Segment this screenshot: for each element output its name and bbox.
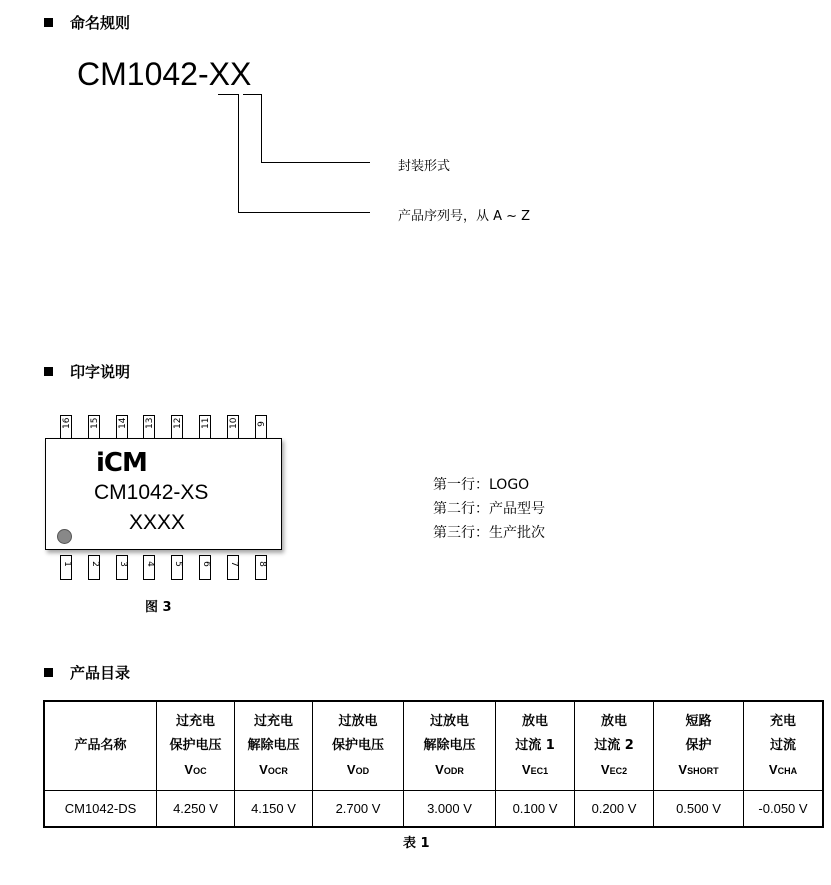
bracket-line: [261, 94, 262, 162]
table-cell: -0.050 V: [744, 791, 824, 828]
column-header: [313, 701, 404, 791]
pin-number: 1: [62, 561, 72, 567]
symbol-subscript: CHA: [777, 765, 798, 776]
column-header-line1: 过充电: [253, 713, 293, 729]
column-symbol: [745, 758, 821, 783]
symbol-base: V: [600, 761, 610, 777]
column-header: [654, 701, 744, 791]
pin-number: 3: [117, 561, 128, 567]
pin-number: 11: [201, 417, 211, 429]
pin-number: 15: [89, 417, 100, 429]
chip-pin-bottom: [171, 555, 183, 580]
square-bullet-icon: [44, 367, 53, 376]
column-header-line2: 过流 1: [515, 737, 555, 753]
chip-pin-bottom: [199, 555, 211, 580]
column-symbol: [655, 758, 742, 783]
pin-number: 7: [228, 561, 239, 567]
chip-pin-top: [60, 415, 72, 440]
column-header: [404, 701, 496, 791]
column-symbol: [497, 758, 573, 783]
label-package: 封装形式: [398, 159, 451, 174]
table-cell: 3.000 V: [404, 791, 496, 828]
chip-pin-top: [199, 415, 211, 440]
section-heading-catalog: 产品目录: [44, 662, 130, 683]
symbol-base: V: [521, 761, 531, 777]
table-caption: 表 1: [403, 836, 430, 851]
label-series: 产品序列号，从 A ~ Z: [398, 209, 531, 224]
pin-number: 10: [228, 417, 239, 429]
square-bullet-icon: [44, 668, 53, 677]
chip-lot-text: XXXX: [129, 511, 186, 534]
symbol-base: V: [184, 761, 194, 777]
column-header: [235, 701, 313, 791]
symbol-subscript: EC1: [530, 765, 549, 776]
table-cell: 0.200 V: [575, 791, 654, 828]
chip-pin-bottom: [227, 555, 239, 580]
bracket-line: [238, 94, 239, 212]
table-cell: 4.250 V: [157, 791, 235, 828]
column-header-line2: 保护电压: [169, 737, 222, 753]
pin-number: 5: [173, 561, 184, 567]
icm-logo: iCM: [96, 448, 147, 478]
pin-number: 16: [62, 417, 72, 429]
symbol-base: V: [259, 761, 268, 777]
table-header-row: [44, 701, 823, 791]
bracket-line: [218, 94, 238, 95]
figure-caption: 图 3: [145, 600, 172, 615]
column-symbol: [576, 758, 652, 783]
pin-number: 9: [256, 421, 267, 427]
column-symbol: [405, 758, 494, 783]
table-cell: 0.100 V: [496, 791, 575, 828]
chip-pin-bottom: [116, 555, 128, 580]
column-symbol: [314, 758, 402, 783]
symbol-base: V: [678, 761, 688, 777]
column-header: [496, 701, 575, 791]
column-header-line1: 产品名称: [74, 738, 127, 753]
pin-number: 2: [89, 561, 100, 567]
column-header: [157, 701, 235, 791]
desc-line-1: 第一行：LOGO: [433, 477, 530, 493]
column-header-line2: 解除电压: [247, 737, 300, 753]
symbol-base: V: [768, 761, 778, 777]
chip-pin-top: [255, 415, 267, 440]
chip-pin-top: [88, 415, 100, 440]
column-header-line2: 保护电压: [331, 737, 384, 753]
column-header: [44, 701, 157, 791]
bracket-line: [243, 94, 261, 95]
chip-pin-top: [116, 415, 128, 440]
column-header-line2: 保护: [685, 737, 712, 753]
column-header-line1: 放电: [600, 713, 627, 729]
bracket-line: [261, 162, 370, 163]
chip-pin-bottom: [255, 555, 267, 580]
table-cell: 0.500 V: [654, 791, 744, 828]
symbol-base: V: [435, 761, 444, 777]
table-body: [44, 791, 823, 828]
column-header: [744, 701, 824, 791]
desc-line-2: 第二行：产品型号: [433, 501, 545, 517]
column-symbol: [158, 758, 233, 783]
table-cell: CM1042-DS: [44, 791, 157, 828]
column-header-line1: 短路: [685, 713, 712, 729]
section-heading-naming: 命名规则: [44, 12, 130, 33]
column-symbol: [236, 758, 311, 783]
column-header-line1: 过放电: [429, 713, 469, 729]
chip-model-text: CM1042-XS: [94, 481, 209, 504]
square-bullet-icon: [44, 18, 53, 27]
section-heading-marking: 印字说明: [44, 361, 130, 382]
chip-package: [45, 438, 282, 550]
column-header-line1: 充电: [769, 713, 796, 729]
chip-pin-bottom: [60, 555, 72, 580]
table-row: [44, 791, 823, 828]
chip-pin-top: [171, 415, 183, 440]
pin-number: 8: [256, 561, 267, 567]
column-header-line2: 过流 2: [594, 737, 634, 753]
chip-pin-bottom: [143, 555, 155, 580]
pin1-dot-icon: [57, 529, 72, 544]
pin-number: 6: [201, 561, 211, 567]
part-number-title: CM1042-XX: [77, 56, 252, 92]
table-cell: 4.150 V: [235, 791, 313, 828]
product-table: [43, 700, 824, 828]
column-header-line1: 过充电: [175, 713, 215, 729]
chip-pin-top: [143, 415, 155, 440]
symbol-base: V: [346, 761, 356, 777]
symbol-subscript: ODR: [443, 765, 464, 776]
bracket-line: [238, 212, 370, 213]
pin-number: 13: [145, 417, 156, 429]
column-header: [575, 701, 654, 791]
symbol-subscript: OD: [355, 765, 370, 776]
symbol-subscript: SHORT: [687, 765, 719, 776]
column-header-line1: 过放电: [338, 713, 378, 729]
symbol-subscript: OC: [193, 765, 207, 776]
column-header-line2: 解除电压: [423, 737, 476, 753]
pin-number: 12: [173, 417, 184, 429]
column-header-line2: 过流: [769, 737, 796, 753]
chip-pin-bottom: [88, 555, 100, 580]
chip-pin-top: [227, 415, 239, 440]
column-header-line1: 放电: [521, 713, 548, 729]
desc-line-3: 第三行：生产批次: [433, 525, 545, 541]
symbol-subscript: OCR: [267, 765, 288, 776]
pin-number: 14: [117, 417, 128, 429]
table-cell: 2.700 V: [313, 791, 404, 828]
pin-number: 4: [145, 561, 156, 567]
symbol-subscript: EC2: [609, 765, 628, 776]
